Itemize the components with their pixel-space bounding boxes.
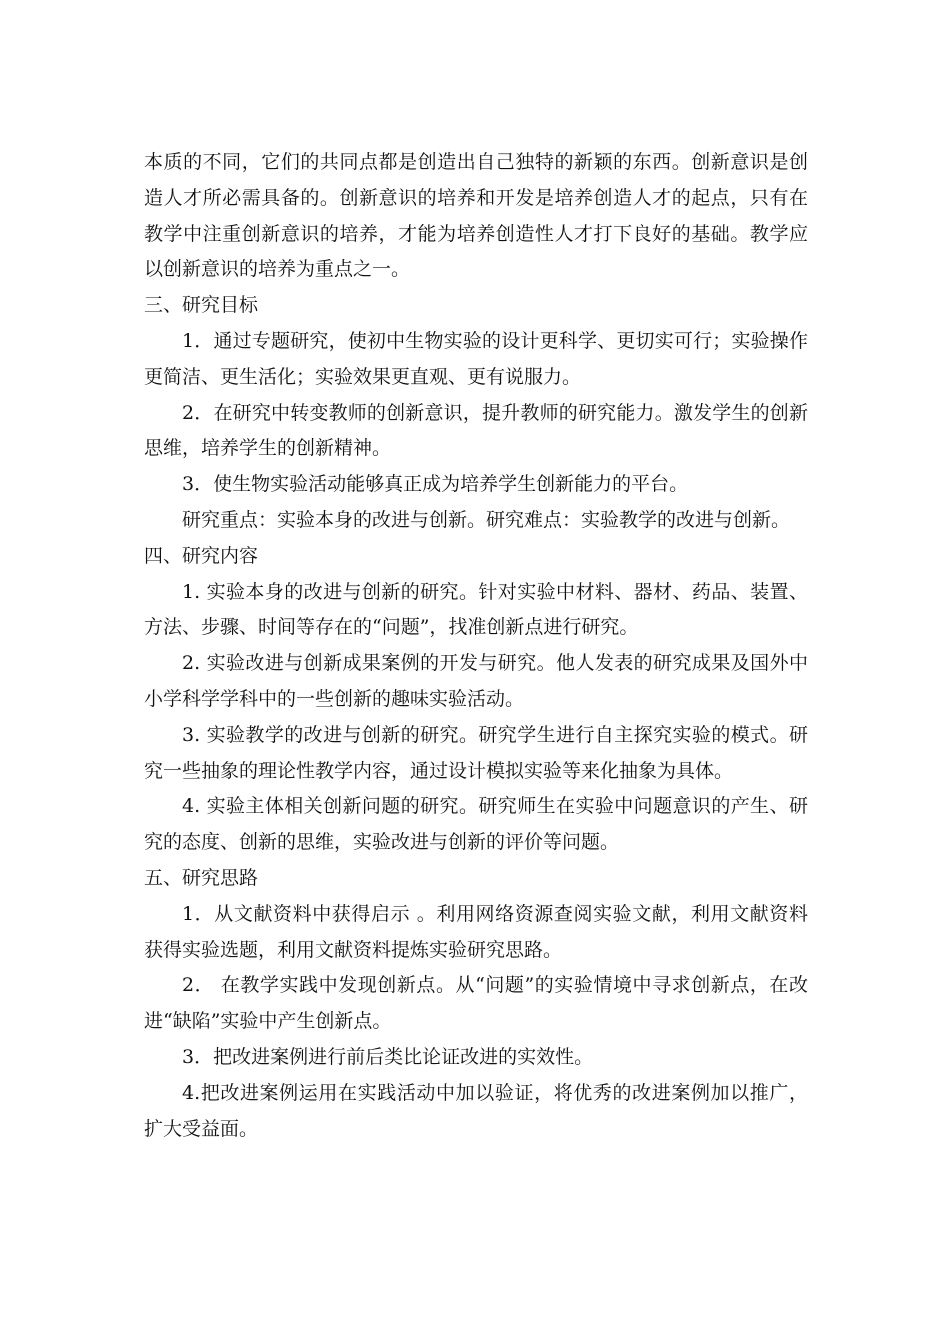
research-focus-and-difficulty: 研究重点：实验本身的改进与创新。研究难点：实验教学的改进与创新。 — [182, 508, 791, 531]
goal-item-3: 3．使生物实验活动能够真正成为培养学生创新能力的平台。 — [182, 473, 689, 496]
approach-item-2: 2． 在教学实践中发现创新点。从“问题”的实验情境中寻求创新点，在改进“缺陷”实验中产生创新点。 — [144, 974, 808, 1033]
content-item-4: 4. 实验主体相关创新问题的研究。研究师生在实验中问题意识的产生、研究的态度、创新的思维，实验改进与创新的评价等问题。 — [144, 795, 808, 854]
document-body — [144, 145, 808, 1147]
section-heading-research-goals: 三、研究目标 — [144, 294, 259, 317]
section-heading-research-approach: 五、研究思路 — [144, 866, 259, 889]
goal-item-2: 2．在研究中转变教师的创新意识，提升教师的研究能力。激发学生的创新思维，培养学生的创新精神。 — [144, 401, 808, 460]
approach-item-1: 1．从文献资料中获得启示 。利用网络资源查阅实验文献，利用文献资料获得实验选题，利用文献资料提炼实验研究思路。 — [144, 902, 808, 961]
content-item-3: 3. 实验教学的改进与创新的研究。研究学生进行自主探究实验的模式。研究一些抽象的理论性教学内容，通过设计模拟实验等来化抽象为具体。 — [144, 723, 808, 782]
approach-item-3: 3．把改进案例进行前后类比论证改进的实效性。 — [182, 1045, 594, 1068]
goal-item-1: 1．通过专题研究，使初中生物实验的设计更科学、更切实可行；实验操作更简洁、更生活化；实验效果更直观、更有说服力。 — [144, 329, 808, 388]
content-item-2: 2. 实验改进与创新成果案例的开发与研究。他人发表的研究成果及国外中小学科学学科中的一些创新的趣味实验活动。 — [144, 652, 808, 710]
paragraph-intro-continued: 本质的不同，它们的共同点都是创造出自己独特的新颖的东西。创新意识是创造人才所必需具备的。创新意识的培养和开发是培养创造人才的起点，只有在教学中注重创新意识的培养，才能为培养创造性人才打下良好的基础。教学应以创新意识的培养为重点之一。 — [144, 151, 808, 281]
approach-item-4: 4.把改进案例运用在实践活动中加以验证，将优秀的改进案例加以推广，扩大受益面。 — [144, 1081, 808, 1140]
section-heading-research-content: 四、研究内容 — [144, 544, 259, 567]
content-item-1: 1. 实验本身的改进与创新的研究。针对实验中材料、器材、药品、装置、方法、步骤、时间等存在的“问题”，找准创新点进行研究。 — [144, 580, 808, 639]
